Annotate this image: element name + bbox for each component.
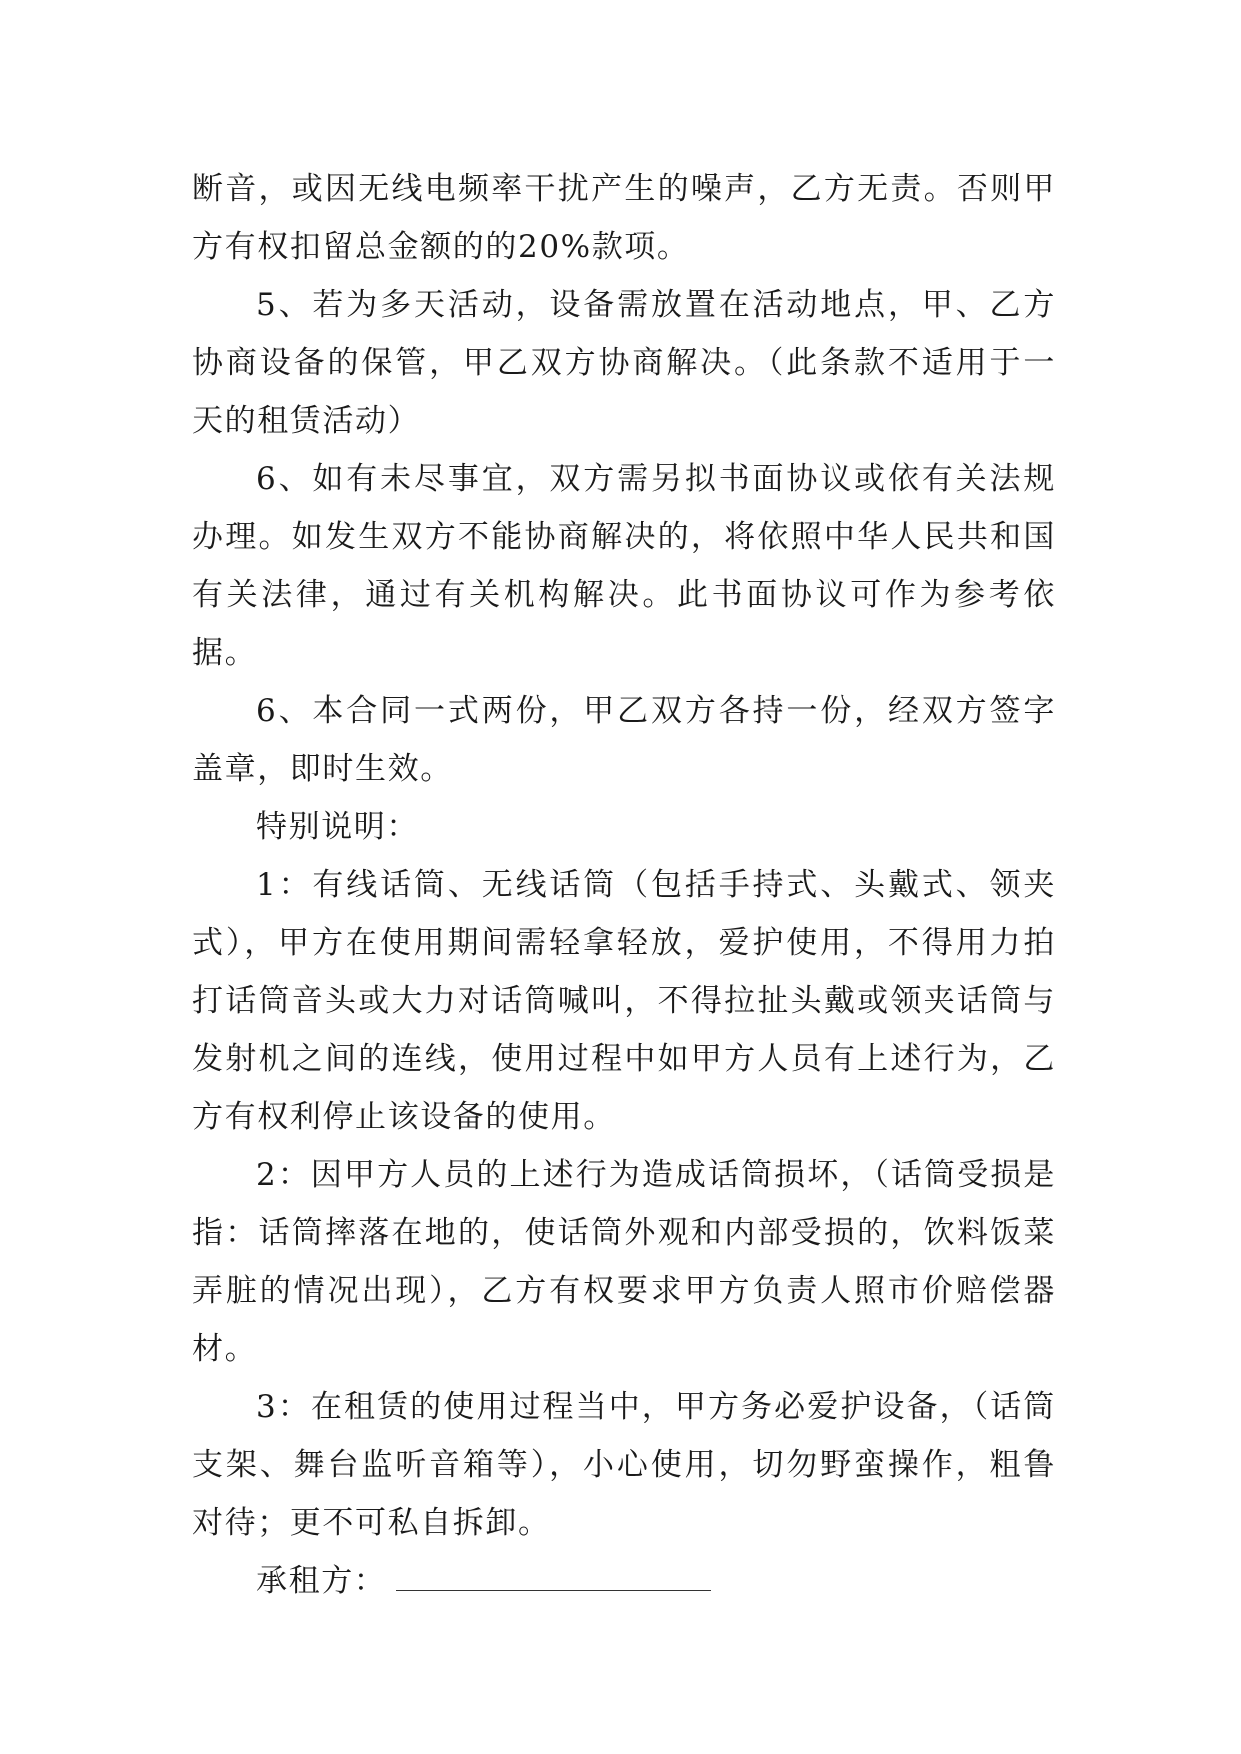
clause-6-unresolved-matters: 6、如有未尽事宜，双方需另拟书面协议或依有关法规办理。如发生双方不能协商解决的，将依照中华人民共和国有关法律，通过有关机构解决。此书面协议可作为参考依据。 xyxy=(192,461,1056,671)
special-notes-heading: 特别说明： xyxy=(256,809,419,845)
special-note-2: 2：因甲方人员的上述行为造成话筒损坏，（话筒受损是指：话筒摔落在地的，使话筒外观和内部受损的，饮料饭菜弄脏的情况出现），乙方有权要求甲方负责人照市价赔偿器材。 xyxy=(192,1157,1056,1367)
clause-6-copies: 6、本合同一式两份，甲乙双方各持一份，经双方签字盖章，即时生效。 xyxy=(192,693,1056,787)
special-note-1: 1：有线话筒、无线话筒（包括手持式、头戴式、领夹式），甲方在使用期间需轻拿轻放，爱护使用，不得用力拍打话筒音头或大力对话筒喊叫，不得拉扯头戴或领夹话筒与发射机之间的连线，使用过程中如甲方人员有上述行为，乙方有权利停止该设备的使用。 xyxy=(192,867,1056,1135)
clause-5: 5、若为多天活动，设备需放置在活动地点，甲、乙方协商设备的保管，甲乙双方协商解决。（此条款不适用于一天的租赁活动） xyxy=(192,287,1056,439)
signature-label: 承租方： xyxy=(256,1563,387,1599)
special-note-3: 3：在租赁的使用过程当中，甲方务必爱护设备，（话筒支架、舞台监听音箱等），小心使用，切勿野蛮操作，粗鲁对待；更不可私自拆卸。 xyxy=(192,1389,1056,1541)
signature-line[interactable] xyxy=(396,1560,711,1591)
paragraph-continuation: 断音，或因无线电频率干扰产生的噪声，乙方无责。否则甲方有权扣留总金额的的20%款项。 xyxy=(192,171,1056,265)
document-body xyxy=(192,160,1056,1610)
signature-row xyxy=(192,1552,1056,1610)
